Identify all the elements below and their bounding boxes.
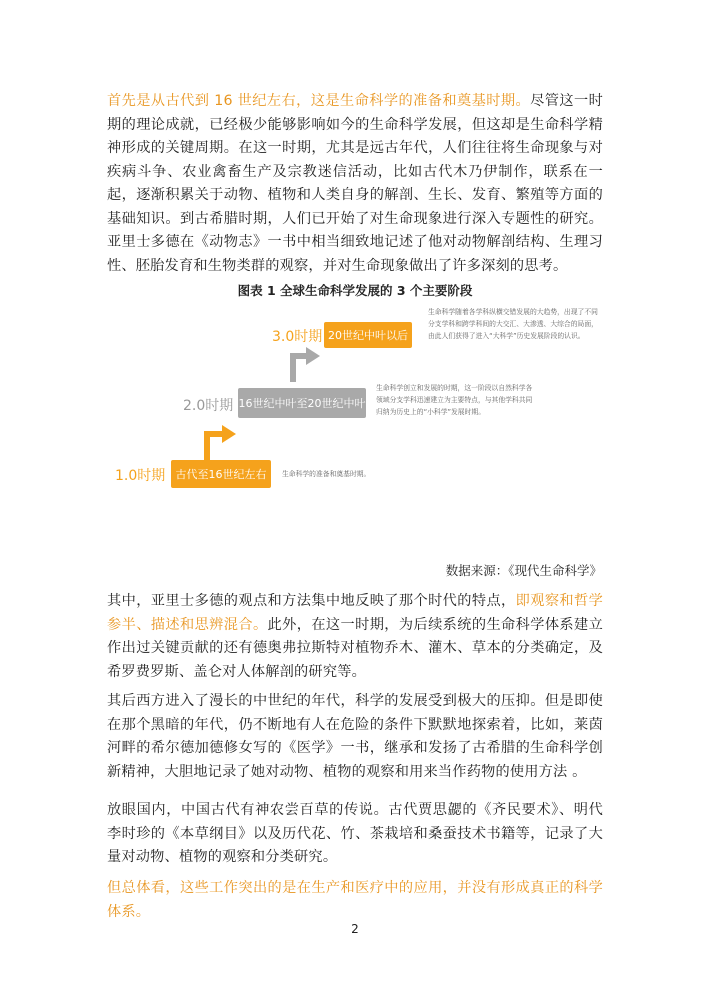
arrow-stage2-to-stage3 [293,356,308,382]
arrow-stage1-to-stage2 [207,434,224,461]
paragraph-china: 放眼国内，中国古代有神农尝百草的传说。古代贾思勰的《齐民要术》、明代李时珍的《本草纲目》以及历代花、竹、茶栽培和桑蚕技术书籍等，记录了大量对动物、植物的观察和分类研究。 [107,802,603,865]
arrowhead-stage1 [222,425,236,443]
stage2-description: 生命科学创立和发展的时期，这一阶段以自然科学各领域分支学科迅速建立为主要特点，与其他学科共同归纳为历史上的“小科学”发展时期。 [376,384,533,416]
stage1-label: 1.0时期 [115,468,166,484]
stage3-description: 生命科学随着各学科纵横交错发展的大趋势，出现了不同分支学科和跨学科间的大交汇、大渗透、大综合的局面，由此人们获得了进入“大科学”历史发展阶段的认识。 [428,308,598,340]
intro-highlight: 首先是从古代到 16 世纪左右，这是生命科学的准备和奠基时期。 [107,93,531,109]
stage2-label: 2.0时期 [183,398,234,414]
page-number: 2 [351,922,359,936]
stage1-box: 古代至16世纪左右 [171,460,271,488]
aristotle-text-a: 其中，亚里士多德的观点和方法集中地反映了那个时代的特点， [107,593,516,609]
data-source: 数据来源：《现代生命科学》 [445,563,602,578]
figure-title: 图表 1 全球生命科学发展的 3 个主要阶段 [237,283,473,298]
aristotle-highlight: 即观察和哲学参半、描述和思辨混合。 [107,593,603,633]
stage2-box: 16世纪中叶至20世纪中叶 [238,388,366,418]
paragraph-conclusion: 但总体看，这些工作突出的是在生产和医疗中的应用，并没有形成真正的科学体系。 [107,880,603,920]
arrowhead-stage2 [306,347,320,365]
paragraph-middle-ages: 其后西方进入了漫长的中世纪的年代，科学的发展受到极大的压抑。但是即使在那个黑暗的年代，仍不断地有人在危险的条件下默默地探索着，比如，莱茵河畔的希尔德加德修女写的《医学》一书，继承和发扬了古希腊的生命科学创新精神，大胆地记录了她对动物、植物的观察和用来当作药物的使用方法 。 [107,693,603,780]
paragraph-aristotle [107,590,603,684]
stage3-label: 3.0时期 [272,329,323,345]
stage3-box: 20世纪中叶以后 [324,322,412,348]
aristotle-text-b: 此外，在这一时期，为后续系统的生命科学体系建立作出过关键贡献的还有德奥弗拉斯特对植物乔木、灌木、草本的分类确定，及希罗费罗斯、盖仑对人体解剖的研究等。 [107,616,604,680]
stage1-description: 生命科学的准备和奠基时期。 [282,470,371,478]
intro-text: 尽管这一时期的理论成就，已经极少能够影响如今的生命科学发展，但这却是生命科学精神形成的关键周期。在这一时期，尤其是远古年代，人们往往将生命现象与对疾病斗争、农业禽畜生产及宗教迷信活动，比如古代木乃伊制作，联系在一起，逐渐积累关于动物、植物和人类自身的解剖、生长、发育、繁殖等方面的基础知识。到古希腊时期，人们已开始了对生命现象进行深入专题性的研究。亚里士多德在《动物志》一书中相当细致地记述了他对动物解剖结构、生理习性、胚胎发育和生物类群的观察，并对生命现象做出了许多深刻的思考。 [107,93,603,274]
